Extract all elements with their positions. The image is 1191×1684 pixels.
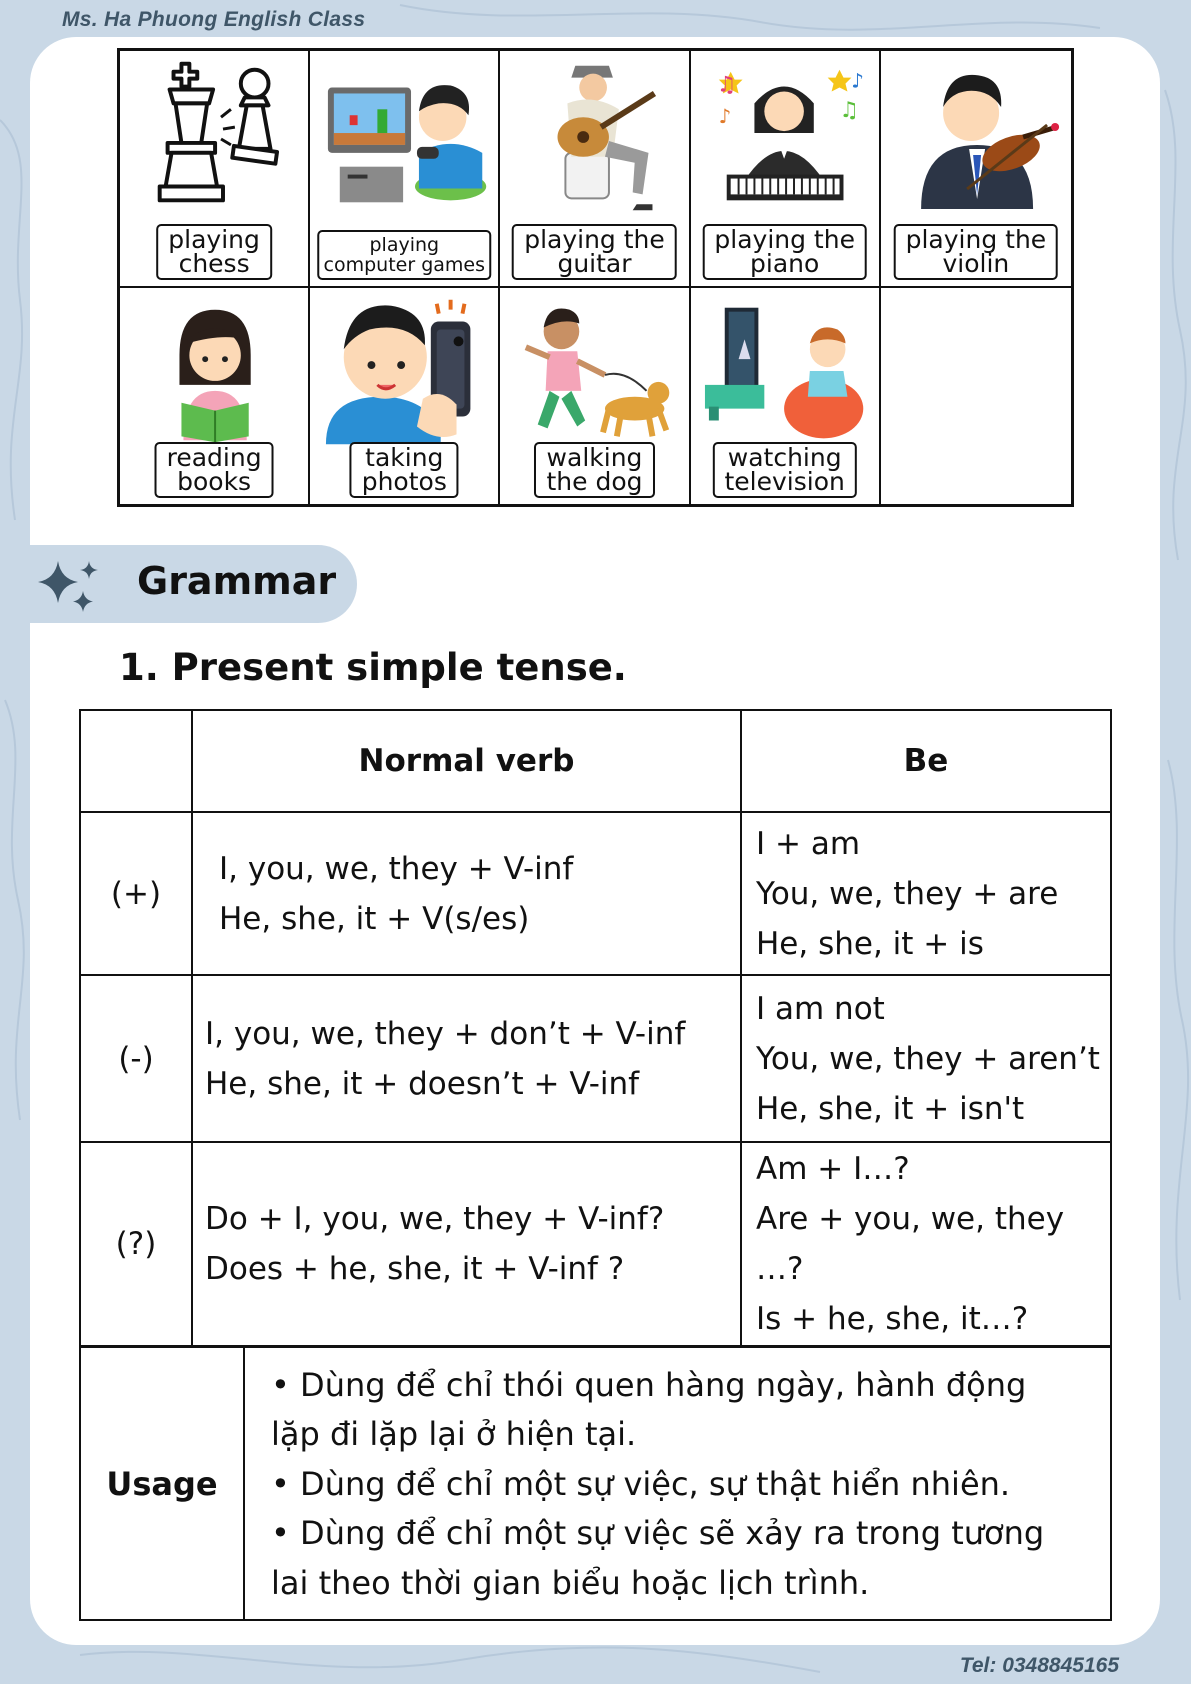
table-header-be: Be — [741, 710, 1111, 812]
present-simple-table — [79, 709, 1112, 1347]
vocab-cell-walking-the-dog — [500, 288, 690, 504]
section-title: 1. Present simple tense. — [119, 646, 627, 689]
vocab-label: watching television — [713, 442, 857, 498]
boy-walking-dog-icon — [510, 294, 678, 454]
vocab-cell-playing-violin — [881, 51, 1071, 288]
man-playing-guitar-icon — [510, 57, 678, 217]
normal-verb-cell: Do + I, you, we, they + V-inf? Does + he, she, it + V-inf ? — [192, 1142, 741, 1346]
table-header-normal-verb: Normal verb — [192, 710, 741, 812]
girl-reading-book-icon — [130, 294, 298, 454]
sparkle-icon — [34, 557, 104, 615]
usage-table — [79, 1346, 1112, 1621]
table-header-empty — [80, 710, 192, 812]
sign-cell: (?) — [80, 1142, 192, 1346]
vocab-label: playing chess — [156, 224, 272, 280]
vocab-label: walking the dog — [534, 442, 654, 498]
usage-label: Usage — [80, 1347, 244, 1620]
vocab-label: playing the piano — [702, 224, 867, 280]
woman-playing-piano-icon — [701, 57, 869, 217]
vocab-cell-playing-guitar — [500, 51, 690, 288]
class-name-header: Ms. Ha Phuong English Class — [62, 8, 366, 31]
vocab-cell-playing-piano — [691, 51, 881, 288]
footer-phone: Tel: 0348845165 — [959, 1654, 1119, 1677]
grammar-label: Grammar — [137, 559, 337, 603]
table-row-question — [80, 1142, 1111, 1346]
vocab-label: taking photos — [350, 442, 459, 498]
vocab-label: playing the violin — [894, 224, 1059, 280]
chess-pieces-icon — [130, 57, 298, 217]
vocab-label: playing computer games — [318, 230, 491, 280]
vocab-cell-taking-photos — [310, 288, 500, 504]
sign-cell: (-) — [80, 975, 192, 1142]
vocab-cell-reading-books — [120, 288, 310, 504]
vocab-cell-watching-television — [691, 288, 881, 504]
grammar-section-tag — [0, 545, 357, 623]
vocab-label: reading books — [155, 442, 274, 498]
vocab-cell-playing-computer-games — [310, 51, 500, 288]
vocab-cell-empty — [881, 288, 1071, 504]
svg-text:♪: ♪ — [718, 105, 732, 129]
vocab-cell-playing-chess — [120, 51, 310, 288]
normal-verb-cell: I, you, we, they + V-inf He, she, it + V(s/es) — [192, 812, 741, 975]
boy-taking-selfie-icon — [320, 294, 488, 454]
be-cell: Am + I…? Are + you, we, they …? Is + he, she, it…? — [741, 1142, 1111, 1346]
table-row-positive — [80, 812, 1111, 975]
svg-text:♫: ♫ — [839, 98, 859, 124]
normal-verb-cell: I, you, we, they + don’t + V-inf He, she, it + doesn’t + V-inf — [192, 975, 741, 1142]
table-header-row — [80, 710, 1111, 812]
usage-content: • Dùng để chỉ thói quen hàng ngày, hành động lặp đi lặp lại ở hiện tại. • Dùng để chỉ một sự việc, sự thật hiển nhiên. • Dùng để chỉ một sự việc sẽ xảy ra trong tương lai theo thời gian biểu hoặc lịch trình. — [244, 1347, 1111, 1620]
usage-row — [80, 1347, 1111, 1620]
be-cell: I am not You, we, they + aren’t He, she, it + isn't — [741, 975, 1111, 1142]
svg-text:♫: ♫ — [716, 72, 736, 98]
man-playing-violin-icon — [891, 57, 1061, 217]
svg-text:♪: ♪ — [850, 69, 864, 93]
boy-playing-computer-icon — [320, 57, 488, 217]
table-row-negative — [80, 975, 1111, 1142]
child-watching-tv-icon — [701, 294, 869, 454]
vocab-label: playing the guitar — [512, 224, 677, 280]
vocabulary-grid — [117, 48, 1074, 507]
sign-cell: (+) — [80, 812, 192, 975]
be-cell: I + am You, we, they + are He, she, it + is — [741, 812, 1111, 975]
